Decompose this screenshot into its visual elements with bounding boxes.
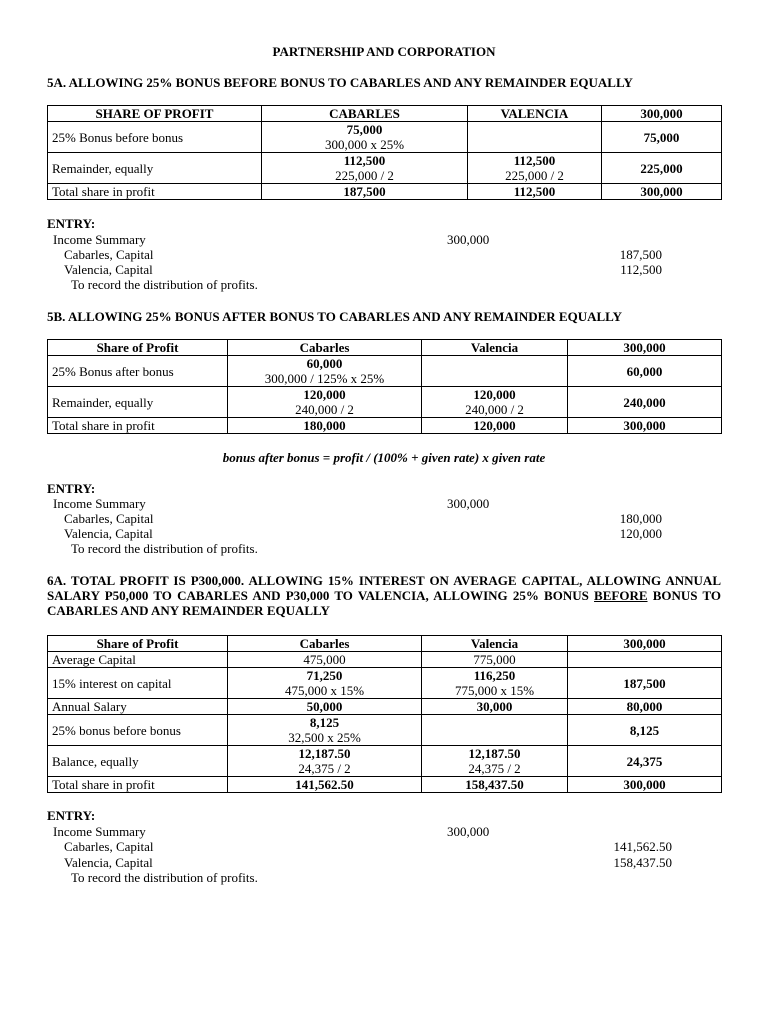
table-row [48, 715, 722, 746]
entry-narration: To record the distribution of profits. [71, 870, 258, 885]
table-row [48, 356, 722, 387]
table-6a [47, 635, 722, 793]
debit-account: Income Summary [53, 496, 146, 511]
table-row [48, 668, 722, 699]
cell-valencia: 120,000 240,000 / 2 [422, 387, 568, 418]
cell-cabarles: 187,500 [262, 184, 468, 200]
row-label: Average Capital [48, 652, 228, 668]
cell-valencia: 12,187.50 24,375 / 2 [422, 746, 568, 777]
cell-valencia: 112,500 225,000 / 2 [468, 153, 602, 184]
debit-account: Income Summary [53, 824, 146, 839]
credit-account: Valencia, Capital [64, 262, 153, 277]
row-label: 25% Bonus after bonus [48, 356, 228, 387]
table-header-row [48, 106, 722, 122]
debit-account: Income Summary [53, 232, 146, 247]
cell-total: 300,000 [568, 777, 722, 793]
header-share-of-profit: Share of Profit [48, 340, 228, 356]
credit-amount: 158,437.50 [613, 855, 672, 870]
cell-total: 8,125 [568, 715, 722, 746]
cell-valencia: 120,000 [422, 418, 568, 434]
header-valencia: Valencia [422, 636, 568, 652]
table-row [48, 122, 722, 153]
row-label: 25% bonus before bonus [48, 715, 228, 746]
cell-total: 300,000 [602, 184, 722, 200]
section-5a-heading: 5A. ALLOWING 25% BONUS BEFORE BONUS TO CABARLES AND ANY REMAINDER EQUALLY [47, 75, 633, 90]
table-row [48, 184, 722, 200]
row-label: 15% interest on capital [48, 668, 228, 699]
cell-cabarles: 60,000 300,000 / 125% x 25% [228, 356, 422, 387]
table-row [48, 652, 722, 668]
credit-amount: 187,500 [619, 247, 662, 262]
credit-account: Cabarles, Capital [64, 247, 154, 262]
section-6a-heading: 6A. TOTAL PROFIT IS P300,000. ALLOWING 15% INTEREST ON AVERAGE CAPITAL, ALLOWING ANNUAL SALARY P50,000 TO CABARLES AND P30,000 TO VALENCIA, ALLOWING 25% BONUS BEFORE BONUS TO CABARLES AND ANY REMAINDER EQUALLY [47, 573, 722, 618]
table-header-row [48, 636, 722, 652]
row-label: Total share in profit [48, 418, 228, 434]
cell-cabarles: 12,187.50 24,375 / 2 [228, 746, 422, 777]
cell-valencia: 775,000 [422, 652, 568, 668]
header-cabarles: CABARLES [262, 106, 468, 122]
cell-total [568, 652, 722, 668]
table-row [48, 153, 722, 184]
row-label: Remainder, equally [48, 153, 262, 184]
header-cabarles: Cabarles [228, 340, 422, 356]
cell-total: 240,000 [568, 387, 722, 418]
cell-cabarles: 141,562.50 [228, 777, 422, 793]
header-valencia: Valencia [422, 340, 568, 356]
cell-cabarles: 112,500 225,000 / 2 [262, 153, 468, 184]
header-total: 300,000 [568, 636, 722, 652]
cell-valencia [422, 715, 568, 746]
cell-total: 75,000 [602, 122, 722, 153]
table-row [48, 746, 722, 777]
table-row [48, 387, 722, 418]
cell-cabarles: 71,250 475,000 x 15% [228, 668, 422, 699]
table-header-row [48, 340, 722, 356]
cell-total: 187,500 [568, 668, 722, 699]
credit-account: Valencia, Capital [64, 855, 153, 870]
cell-valencia: 158,437.50 [422, 777, 568, 793]
section-5b-heading: 5B. ALLOWING 25% BONUS AFTER BONUS TO CABARLES AND ANY REMAINDER EQUALLY [47, 309, 623, 324]
header-valencia: VALENCIA [468, 106, 602, 122]
credit-amount: 120,000 [619, 526, 662, 541]
credit-account: Cabarles, Capital [64, 511, 154, 526]
cell-valencia: 116,250 775,000 x 15% [422, 668, 568, 699]
cell-total: 24,375 [568, 746, 722, 777]
table-5b [47, 339, 722, 434]
entry-label: ENTRY: [47, 216, 96, 231]
debit-amount: 300,000 [447, 496, 490, 511]
cell-cabarles: 8,125 32,500 x 25% [228, 715, 422, 746]
credit-account: Cabarles, Capital [64, 839, 154, 854]
cell-valencia: 112,500 [468, 184, 602, 200]
row-label: Total share in profit [48, 184, 262, 200]
header-cabarles: Cabarles [228, 636, 422, 652]
cell-valencia [468, 122, 602, 153]
cell-valencia [422, 356, 568, 387]
cell-cabarles: 120,000 240,000 / 2 [228, 387, 422, 418]
cell-cabarles: 475,000 [228, 652, 422, 668]
credit-account: Valencia, Capital [64, 526, 153, 541]
header-total: 300,000 [568, 340, 722, 356]
cell-total: 60,000 [568, 356, 722, 387]
table-5a [47, 105, 722, 200]
table-row [48, 418, 722, 434]
credit-amount: 180,000 [619, 511, 662, 526]
cell-total: 300,000 [568, 418, 722, 434]
cell-cabarles: 50,000 [228, 699, 422, 715]
header-share-of-profit: Share of Profit [48, 636, 228, 652]
entry-narration: To record the distribution of profits. [71, 541, 258, 556]
table-row [48, 699, 722, 715]
entry-narration: To record the distribution of profits. [71, 277, 258, 292]
page-title: PARTNERSHIP AND CORPORATION [272, 44, 496, 59]
cell-valencia: 30,000 [422, 699, 568, 715]
row-label: 25% Bonus before bonus [48, 122, 262, 153]
cell-cabarles: 180,000 [228, 418, 422, 434]
formula-note: bonus after bonus = profit / (100% + given rate) x given rate [222, 450, 546, 465]
row-label: Total share in profit [48, 777, 228, 793]
credit-amount: 141,562.50 [613, 839, 672, 854]
entry-label: ENTRY: [47, 481, 96, 496]
underlined-before: BEFORE [594, 588, 648, 603]
cell-cabarles: 75,000 300,000 x 25% [262, 122, 468, 153]
row-label: Remainder, equally [48, 387, 228, 418]
header-share-of-profit: SHARE OF PROFIT [48, 106, 262, 122]
entry-label: ENTRY: [47, 808, 96, 823]
table-row [48, 777, 722, 793]
credit-amount: 112,500 [620, 262, 662, 277]
cell-total: 80,000 [568, 699, 722, 715]
debit-amount: 300,000 [447, 824, 490, 839]
row-label: Balance, equally [48, 746, 228, 777]
header-total: 300,000 [602, 106, 722, 122]
cell-total: 225,000 [602, 153, 722, 184]
row-label: Annual Salary [48, 699, 228, 715]
debit-amount: 300,000 [447, 232, 490, 247]
